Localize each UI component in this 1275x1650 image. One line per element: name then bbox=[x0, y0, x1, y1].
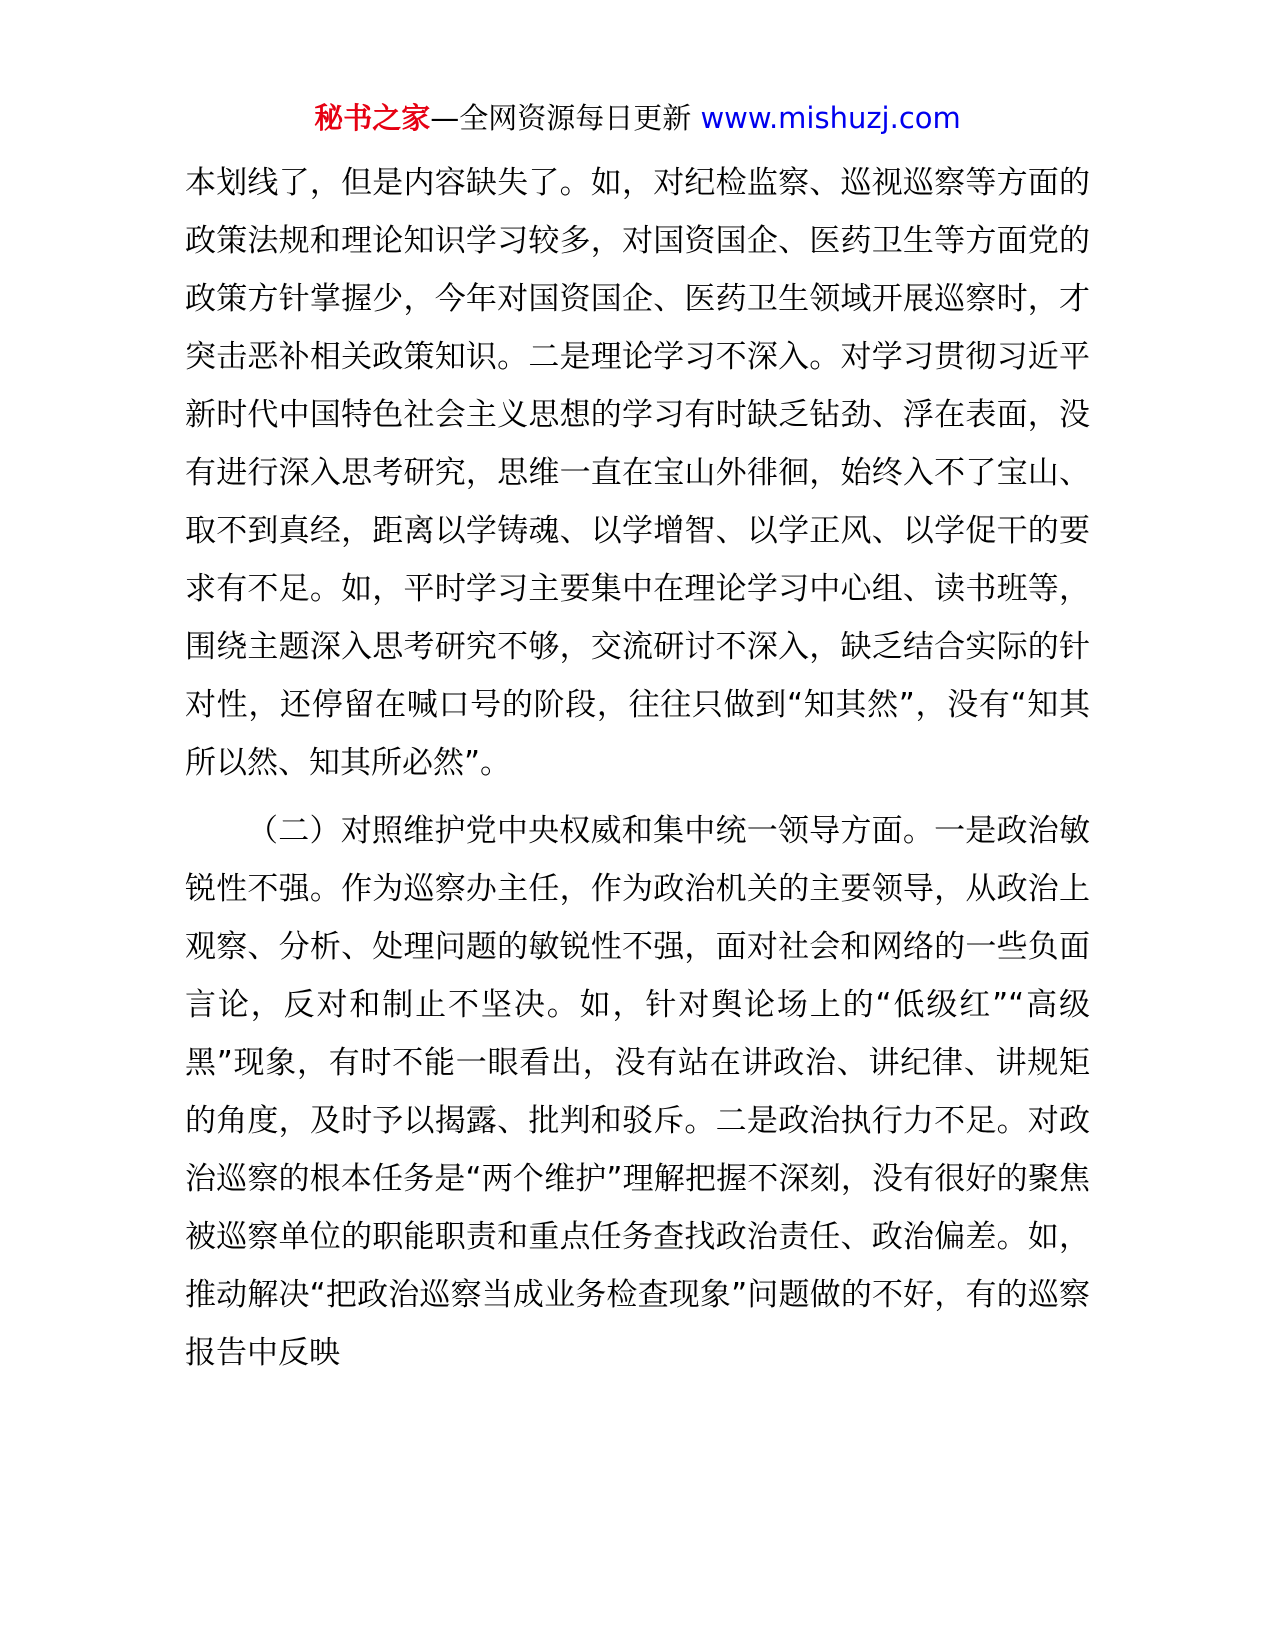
paragraph: 本划线了，但是内容缺失了。如，对纪检监察、巡视巡察等方面的政策法规和理论知识学习较多，对国资国企、医药卫生等方面党的政策方针掌握少，今年对国资国企、医药卫生领域开展巡察时，才突击恶补相关政策知识。二是理论学习不深入。对学习贯彻习近平新时代中国特色社会主义思想的学习有时缺乏钻劲、浮在表面，没有进行深入思考研究，思维一直在宝山外徘徊，始终入不了宝山、取不到真经，距离以学铸魂、以学增智、以学正风、以学促干的要求有不足。如，平时学习主要集中在理论学习中心组、读书班等，围绕主题深入思考研究不够，交流研讨不深入，缺乏结合实际的针对性，还停留在喊口号的阶段，往往只做到“知其然”，没有“知其所以然、知其所必然”。 bbox=[185, 165, 1090, 781]
header-tagline: —全网资源每日更新 bbox=[430, 101, 701, 135]
brand-name: 秘书之家 bbox=[314, 101, 431, 135]
document-body bbox=[185, 154, 1090, 1382]
page-header bbox=[0, 98, 1275, 138]
site-url-link[interactable]: www.mishuzj.com bbox=[700, 101, 961, 135]
paragraph: （二）对照维护党中央权威和集中统一领导方面。一是政治敏锐性不强。作为巡察办主任，作为政治机关的主要领导，从政治上观察、分析、处理问题的敏锐性不强，面对社会和网络的一些负面言论，反对和制止不坚决。如，针对舆论场上的“低级红”“高级黑”现象，有时不能一眼看出，没有站在讲政治、讲纪律、讲规矩的角度，及时予以揭露、批判和驳斥。二是政治执行力不足。对政治巡察的根本任务是“两个维护”理解把握不深刻，没有很好的聚焦被巡察单位的职能职责和重点任务查找政治责任、政治偏差。如，推动解决“把政治巡察当成业务检查现象”问题做的不好，有的巡察报告中反映 bbox=[185, 813, 1090, 1371]
